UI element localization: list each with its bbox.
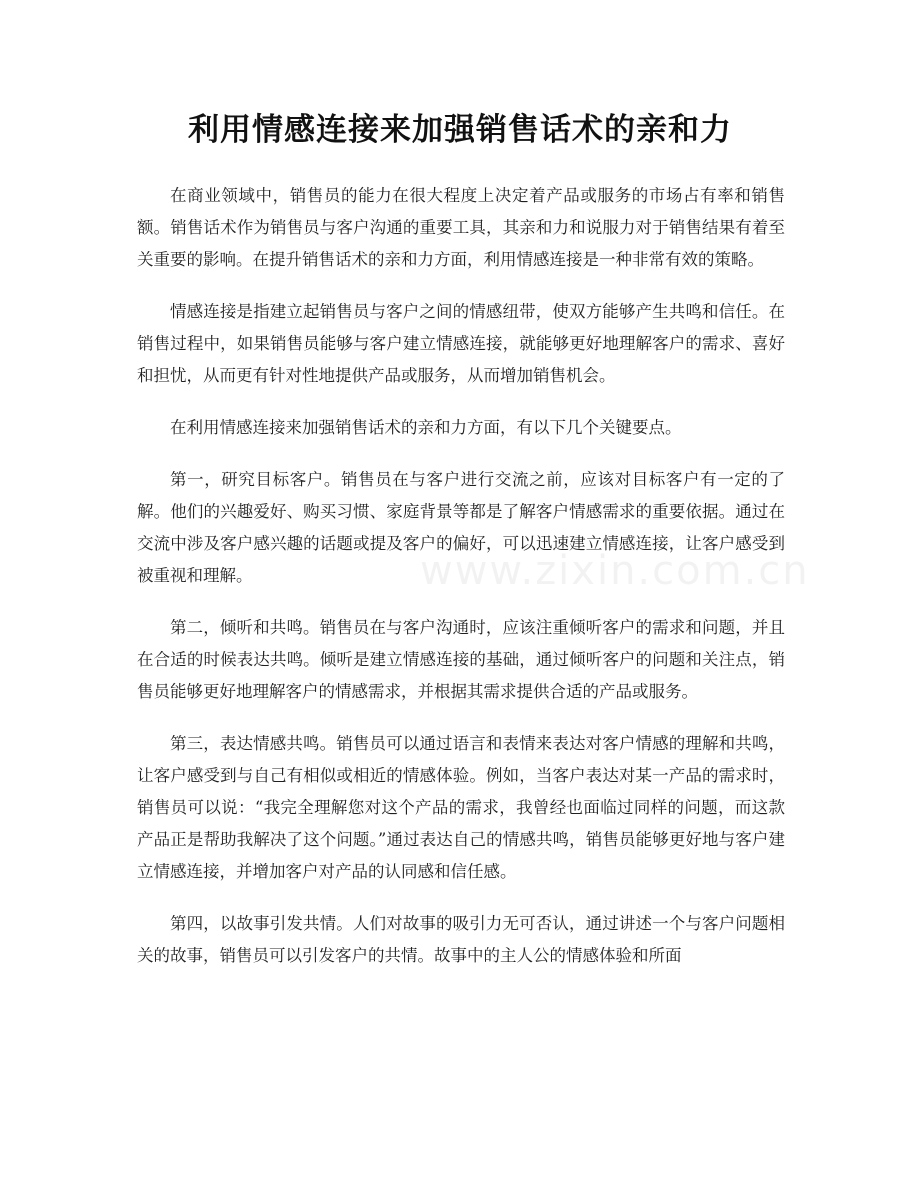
paragraph-definition: 情感连接是指建立起销售员与客户之间的情感纽带，使双方能够产生共鸣和信任。在销售过程中，如果销售员能够与客户建立情感连接，就能够更好地理解客户的需求、喜好和担忧，从而更有针对性地提供产品或服务，从而增加销售机会。 <box>137 302 785 385</box>
paragraph-key-points: 在利用情感连接来加强销售话术的亲和力方面，有以下几个关键要点。 <box>170 418 682 437</box>
paragraph-intro: 在商业领域中，销售员的能力在很大程度上决定着产品或服务的市场占有率和销售额。销售话术作为销售员与客户沟通的重要工具，其亲和力和说服力对于销售结果有着至关重要的影响。在提升销售话术的亲和力方面，利用情感连接是一种非常有效的策略。 <box>137 186 785 269</box>
paragraph-point-3: 第三，表达情感共鸣。销售员可以通过语言和表情来表达对客户情感的理解和共鸣，让客户感受到与自己有相似或相近的情感体验。例如，当客户表达对某一产品的需求时，销售员可以说：“我完全理解您对这个产品的需求，我曾经也面临过同样的问题，而这款产品正是帮助我解决了这个问题。”通过表达自己的情感共鸣，销售员能够更好地与客户建立情感连接，并增加客户对产品的认同感和信任感。 <box>137 734 785 881</box>
paragraph-point-1: 第一，研究目标客户。销售员在与客户进行交流之前，应该对目标客户有一定的了解。他们的兴趣爱好、购买习惯、家庭背景等都是了解客户情感需求的重要依据。通过在交流中涉及客户感兴趣的话题或提及客户的偏好，可以迅速建立情感连接，让客户感受到被重视和理解。 <box>137 470 785 585</box>
paragraph-point-4: 第四，以故事引发共情。人们对故事的吸引力无可否认，通过讲述一个与客户问题相关的故事，销售员可以引发客户的共情。故事中的主人公的情感体验和所面 <box>137 914 785 965</box>
watermark: www.zixin.com.cn <box>420 548 810 594</box>
document-body <box>137 180 785 992</box>
document-title: 利用情感连接来加强销售话术的亲和力 <box>188 112 732 148</box>
paragraph-point-2: 第二，倾听和共鸣。销售员在与客户沟通时，应该注重倾听客户的需求和问题，并且在合适的时候表达共鸣。倾听是建立情感连接的基础，通过倾听客户的问题和关注点，销售员能够更好地理解客户的情感需求，并根据其需求提供合适的产品或服务。 <box>137 618 785 701</box>
